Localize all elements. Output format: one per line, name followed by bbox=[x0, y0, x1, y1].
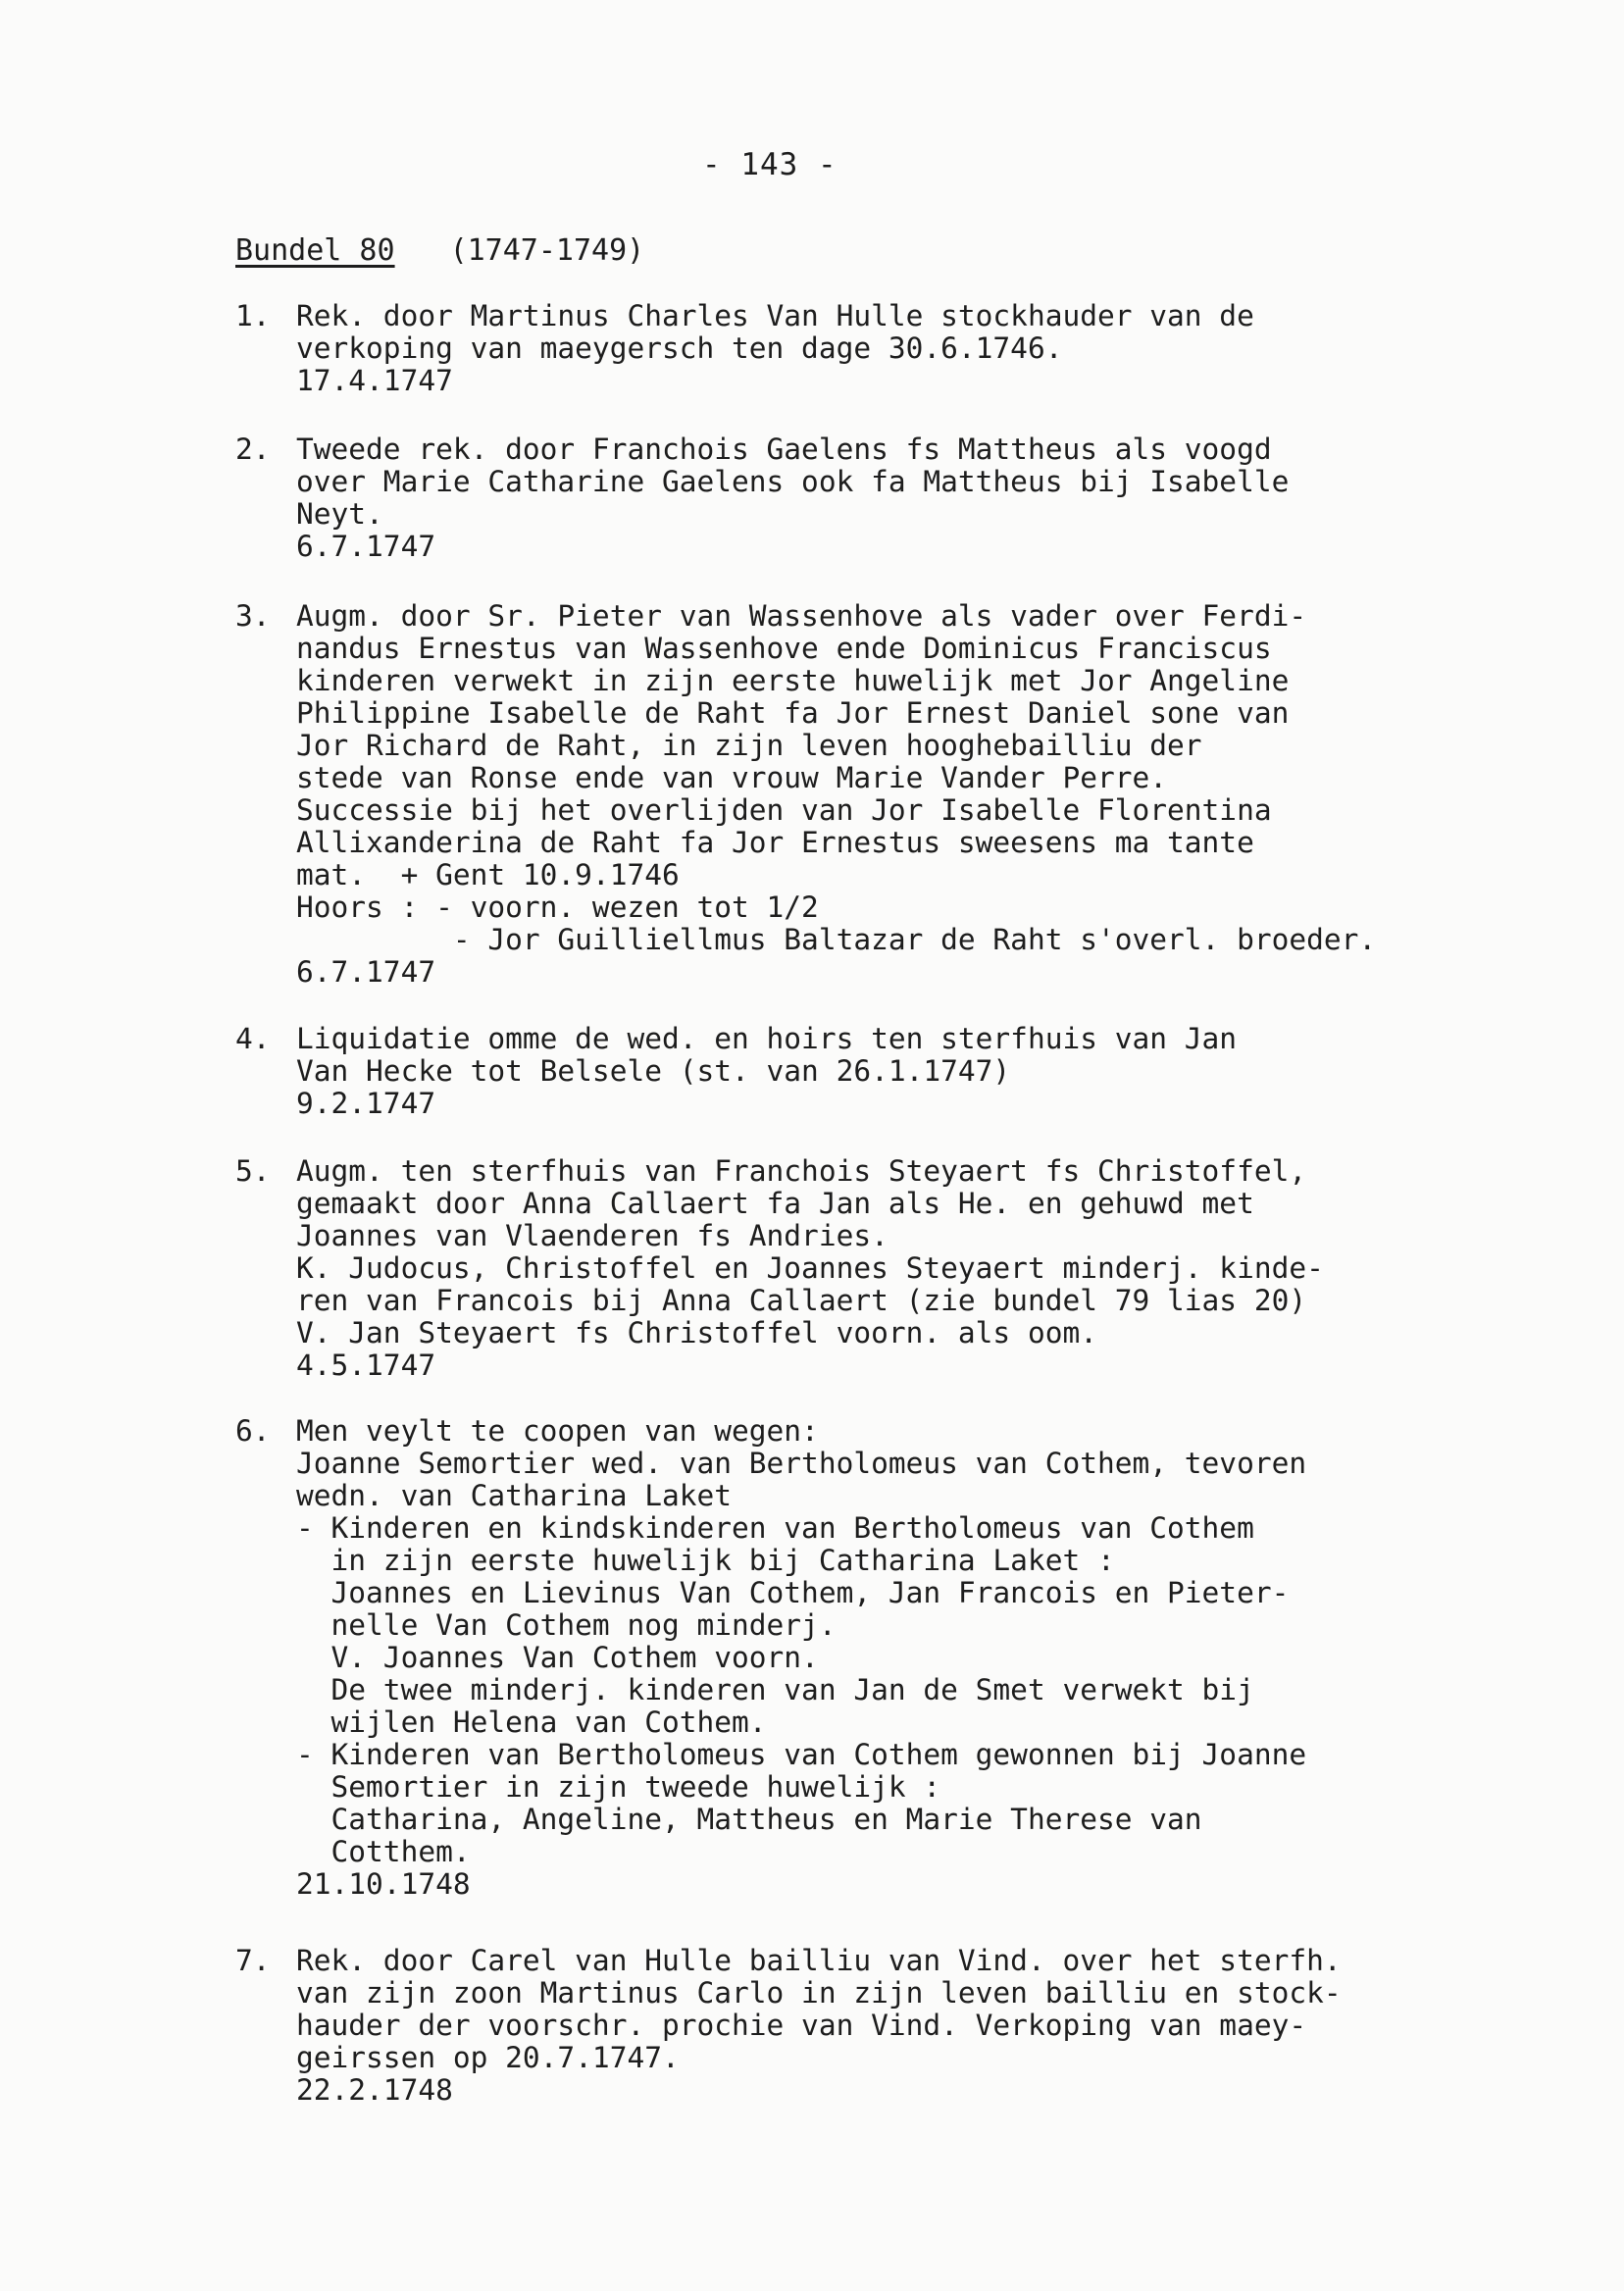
entry-line: mat. + Gent 10.9.1746 bbox=[296, 858, 680, 891]
entry-line: Augm. ten sterfhuis van Franchois Steyaert fs Christoffel, bbox=[296, 1154, 1307, 1188]
entry-body bbox=[296, 1415, 1512, 1901]
entry-line: kinderen verwekt in zijn eerste huwelijk met Jor Angeline bbox=[296, 664, 1290, 697]
entry-body bbox=[296, 600, 1512, 989]
entry-line: Men veylt te coopen van wegen: bbox=[296, 1414, 819, 1448]
entry-line: hauder der voorschr. prochie van Vind. Verkoping van maey- bbox=[296, 2009, 1307, 2042]
entry-body bbox=[296, 1945, 1512, 2107]
entry-line: Joannes van Vlaenderen fs Andries. bbox=[296, 1219, 888, 1252]
entry-number: 7. bbox=[235, 1944, 271, 1977]
entry-line: V. Joannes Van Cothem voorn. bbox=[296, 1641, 819, 1674]
entry-date: 9.2.1747 bbox=[296, 1087, 436, 1120]
entry-line: Liquidatie omme de wed. en hoirs ten sterfhuis van Jan bbox=[296, 1022, 1238, 1055]
entry-line: nandus Ernestus van Wassenhove ende Dominicus Franciscus bbox=[296, 632, 1272, 665]
entry-date: 22.2.1748 bbox=[296, 2073, 453, 2107]
entry-body bbox=[296, 300, 1512, 397]
entry-line: Van Hecke tot Belsele (st. van 26.1.1747) bbox=[296, 1054, 1011, 1088]
entry-line: Philippine Isabelle de Raht fa Jor Ernest Daniel sone van bbox=[296, 696, 1290, 730]
bundle-title: Bundel 80 bbox=[235, 233, 395, 268]
entry-line: over Marie Catharine Gaelens ook fa Mattheus bij Isabelle bbox=[296, 465, 1290, 498]
entry-number: 5. bbox=[235, 1154, 271, 1188]
entry-line: nelle Van Cothem nog minderj. bbox=[296, 1608, 837, 1642]
entry-line: - Kinderen en kindskinderen van Bertholomeus van Cothem bbox=[296, 1511, 1254, 1545]
entry-line: Cotthem. bbox=[296, 1835, 471, 1868]
entry-line: Joannes en Lievinus Van Cothem, Jan Francois en Pieter- bbox=[296, 1576, 1290, 1609]
entry-number: 6. bbox=[235, 1414, 271, 1448]
entry-line: Tweede rek. door Franchois Gaelens fs Mattheus als voogd bbox=[296, 433, 1272, 466]
page-number: - 143 - bbox=[702, 147, 837, 182]
bundle-years: (1747-1749) bbox=[449, 233, 645, 268]
entry-line: Rek. door Carel van Hulle bailliu van Vind. over het sterfh. bbox=[296, 1944, 1342, 1977]
bundle-heading bbox=[235, 233, 644, 268]
entry-line: Semortier in zijn tweede huwelijk : bbox=[296, 1770, 941, 1804]
entry-line: in zijn eerste huwelijk bij Catharina Laket : bbox=[296, 1544, 1115, 1577]
entry-body bbox=[296, 1023, 1512, 1120]
entry-line: K. Judocus, Christoffel en Joannes Steyaert minderj. kinde- bbox=[296, 1251, 1324, 1285]
entry-line: wedn. van Catharina Laket bbox=[296, 1479, 733, 1512]
entry-line: Augm. door Sr. Pieter van Wassenhove als vader over Ferdi- bbox=[296, 599, 1307, 633]
entry-number: 4. bbox=[235, 1022, 271, 1055]
entry-date: 17.4.1747 bbox=[296, 364, 453, 397]
entry-number: 2. bbox=[235, 433, 271, 466]
entry-line: Neyt. bbox=[296, 497, 383, 531]
entry-line: Joanne Semortier wed. van Bertholomeus van Cothem, tevoren bbox=[296, 1447, 1307, 1480]
entry-line: - Jor Guilliellmus Baltazar de Raht s'overl. broeder. bbox=[296, 923, 1377, 956]
entry-line: V. Jan Steyaert fs Christoffel voorn. als oom. bbox=[296, 1316, 1097, 1349]
entry-line: ren van Francois bij Anna Callaert (zie bundel 79 lias 20) bbox=[296, 1284, 1307, 1317]
entry-line: - Kinderen van Bertholomeus van Cothem gewonnen bij Joanne bbox=[296, 1738, 1307, 1771]
entry-number: 3. bbox=[235, 599, 271, 633]
entry-line: geirssen op 20.7.1747. bbox=[296, 2041, 680, 2074]
entry-date: 6.7.1747 bbox=[296, 530, 436, 563]
entry-body bbox=[296, 1155, 1512, 1382]
entry-line: verkoping van maeygersch ten dage 30.6.1746. bbox=[296, 331, 1063, 365]
entry-date: 21.10.1748 bbox=[296, 1867, 471, 1901]
entry-date: 6.7.1747 bbox=[296, 955, 436, 989]
entry-line: wijlen Helena van Cothem. bbox=[296, 1706, 767, 1739]
entry-number: 1. bbox=[235, 299, 271, 332]
entry-line: Allixanderina de Raht fa Jor Ernestus sweesens ma tante bbox=[296, 826, 1254, 859]
entry-line: Rek. door Martinus Charles Van Hulle stockhauder van de bbox=[296, 299, 1254, 332]
entry-line: Hoors : - voorn. wezen tot 1/2 bbox=[296, 891, 819, 924]
entry-line: van zijn zoon Martinus Carlo in zijn leven bailliu en stock- bbox=[296, 1976, 1342, 2010]
entry-line: Jor Richard de Raht, in zijn leven hooghebailliu der bbox=[296, 729, 1202, 762]
entry-line: gemaakt door Anna Callaert fa Jan als He. en gehuwd met bbox=[296, 1187, 1254, 1220]
entry-line: De twee minderj. kinderen van Jan de Smet verwekt bij bbox=[296, 1673, 1254, 1706]
entry-date: 4.5.1747 bbox=[296, 1349, 436, 1382]
entry-line: Catharina, Angeline, Mattheus en Marie Therese van bbox=[296, 1803, 1202, 1836]
entry-line: Successie bij het overlijden van Jor Isabelle Florentina bbox=[296, 793, 1272, 827]
entry-body bbox=[296, 433, 1512, 563]
entry-line: stede van Ronse ende van vrouw Marie Vander Perre. bbox=[296, 761, 1168, 794]
